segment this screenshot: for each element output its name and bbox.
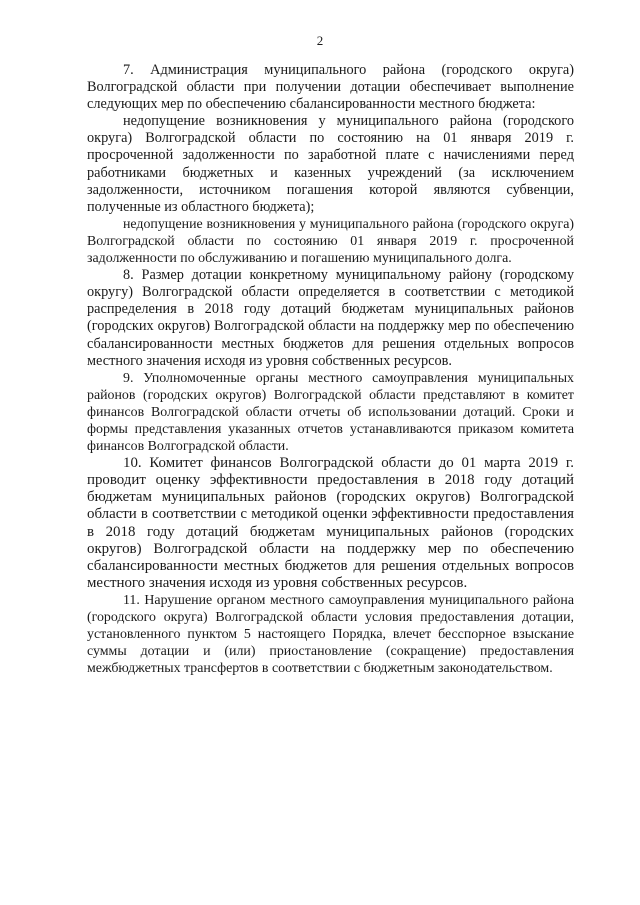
paragraph-9: 9. Уполномоченные органы местного самоуправления муниципальных районов (городских округов) Волгоградской области представляют в комитет финансов Волгоградской области отчеты об использовании дотаций. Сроки и формы представления указанных отчетов устанавливаются приказом комитета финансов Волгоградской области. xyxy=(87,370,574,455)
paragraph-10: 10. Комитет финансов Волгоградской области до 01 марта 2019 г. проводит оценку эффективности предоставления в 2018 году дотаций бюджетам муниципальных районов (городских округов) Волгоградской области в соответствии с методикой оценки эффективности предоставления в 2018 году дотаций бюджетам муниципальных районов (городских округов) Волгоградской области на поддержку мер по обеспечению сбалансированности местных бюджетов для решения отдельных вопросов местного значения исходя из уровня собственных ресурсов. xyxy=(87,455,574,591)
document-body xyxy=(87,62,574,677)
paragraph-11: 11. Нарушение органом местного самоуправления муниципального района (городского округа) Волгоградской области условия предоставления дотации, установленного пунктом 5 настоящего Порядка, влечет бесспорное взыскание суммы дотации и (или) приостановление (сокращение) предоставления межбюджетных трансфертов в соответствии с бюджетным законодательством. xyxy=(87,592,574,677)
paragraph-7-item-2: недопущение возникновения у муниципального района (городского округа) Волгоградской области по состоянию 01 января 2019 г. просроченной задолженности по обслуживанию и погашению муниципального долга. xyxy=(87,216,574,267)
paragraph-7: 7. Администрация муниципального района (городского округа) Волгоградской области при получении дотации обеспечивает выполнение следующих мер по обеспечению сбалансированности местного бюджета: xyxy=(87,62,574,113)
paragraph-8: 8. Размер дотации конкретному муниципальному району (городскому округу) Волгоградской области определяется в соответствии с методикой распределения в 2018 году дотаций бюджетам муниципальных районов (городских округов) Волгоградской области на поддержку мер по обеспечению сбалансированности местных бюджетов для решения отдельных вопросов местного значения исходя из уровня собственных ресурсов. xyxy=(87,267,574,369)
page-number: 2 xyxy=(316,33,324,48)
paragraph-7-item-1: недопущение возникновения у муниципального района (городского округа) Волгоградской области по состоянию на 01 января 2019 г. просроченной задолженности по заработной плате с начислениями перед работниками бюджетных и казенных учреждений (за исключением задолженности, источником погашения которой являются субвенции, полученные из областного бюджета); xyxy=(87,113,574,215)
